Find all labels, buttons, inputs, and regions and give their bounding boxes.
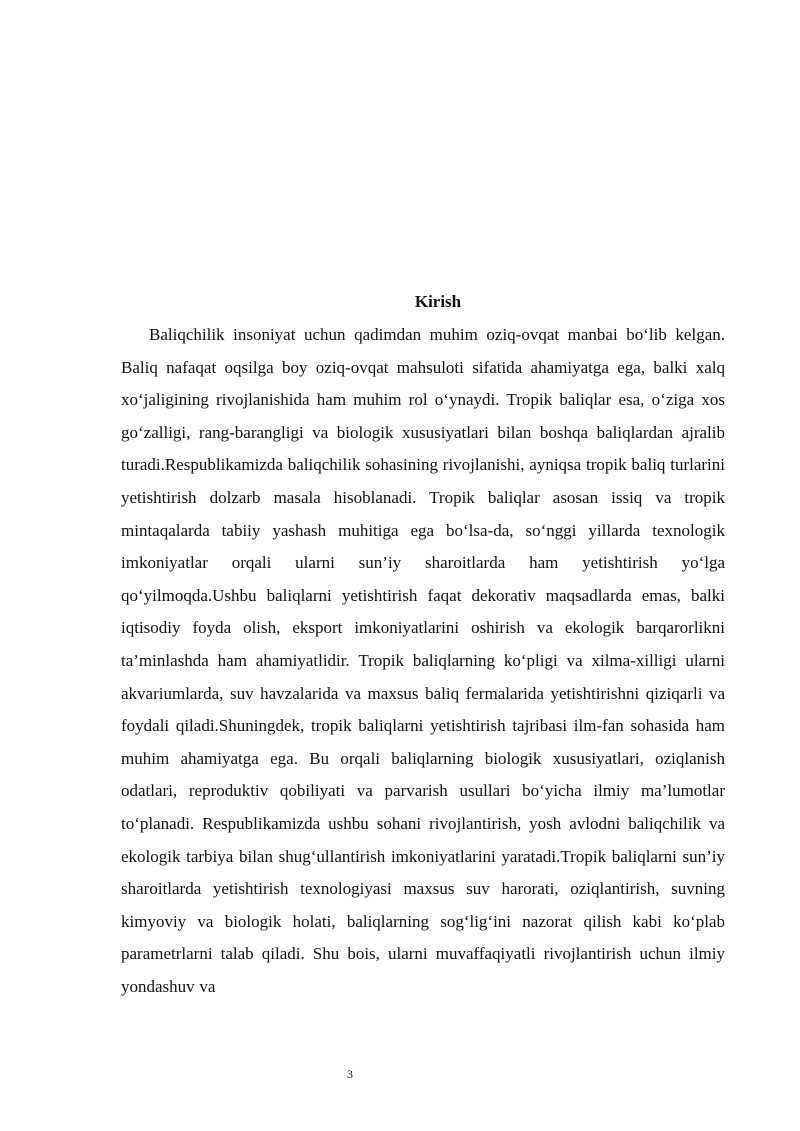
section-heading: Kirish [414, 292, 462, 311]
page-number: 3 [347, 1067, 353, 1081]
body-paragraph: Baliqchilik insoniyat uchun qadimdan muhim oziq-ovqat manbai bo‘lib kelgan. Baliq nafaqat oqsilga boy oziq-ovqat mahsuloti sifatida ahamiyatga ega, balki xalq xo‘jaligining rivojlanishida ham muhim rol o‘ynaydi. Tropik baliqlar esa, o‘ziga xos go‘zalligi, rang-barangligi va biologik xususiyatlari bilan boshqa baliqlardan ajralib turadi.Respublikamizda baliqchilik sohasining rivojlanishi, ayniqsa tropik baliq turlarini yetishtirish dolzarb masala hisoblanadi. Tropik baliqlar asosan issiq va tropik mintaqalarda tabiiy yashash muhitiga ega bo‘lsa-da, so‘nggi yillarda texnologik imkoniyatlar orqali ularni sun’iy sharoitlarda ham yetishtirish yo‘lga qo‘yilmoqda.Ushbu baliqlarni yetishtirish faqat dekorativ maqsadlarda emas, balki iqtisodiy foyda olish, eksport imkoniyatlarini oshirish va ekologik barqarorlikni ta’minlashda ham ahamiyatlidir. Tropik baliqlarning ko‘pligi va xilma-xilligi ularni akvariumlarda, suv havzalarida va maxsus baliq fermalarida yetishtirishni qiziqarli va foydali qiladi.Shuningdek, tropik baliqlarni yetishtirish tajribasi ilm-fan sohasida ham muhim ahamiyatga ega. Bu orqali baliqlarning biologik xususiyatlari, oziqlanish odatlari, reproduktiv qobiliyati va parvarish usullari bo‘yicha ilmiy ma’lumotlar to‘planadi. Respublikamizda ushbu sohani rivojlantirish, yosh avlodni baliqchilik va ekologik tarbiya bilan shug‘ullantirish imkoniyatlarini yaratadi.Tropik baliqlarni sun’iy sharoitlarda yetishtirish texnologiyasi maxsus suv harorati, oziqlantirish, suvning kimyoviy va biologik holati, baliqlarning sog‘lig‘ini nazorat qilish kabi ko‘plab parametrlarni talab qiladi. Shu bois, ularni muvaffaqiyatli rivojlantirish uchun ilmiy yondashuv va [121, 325, 725, 996]
